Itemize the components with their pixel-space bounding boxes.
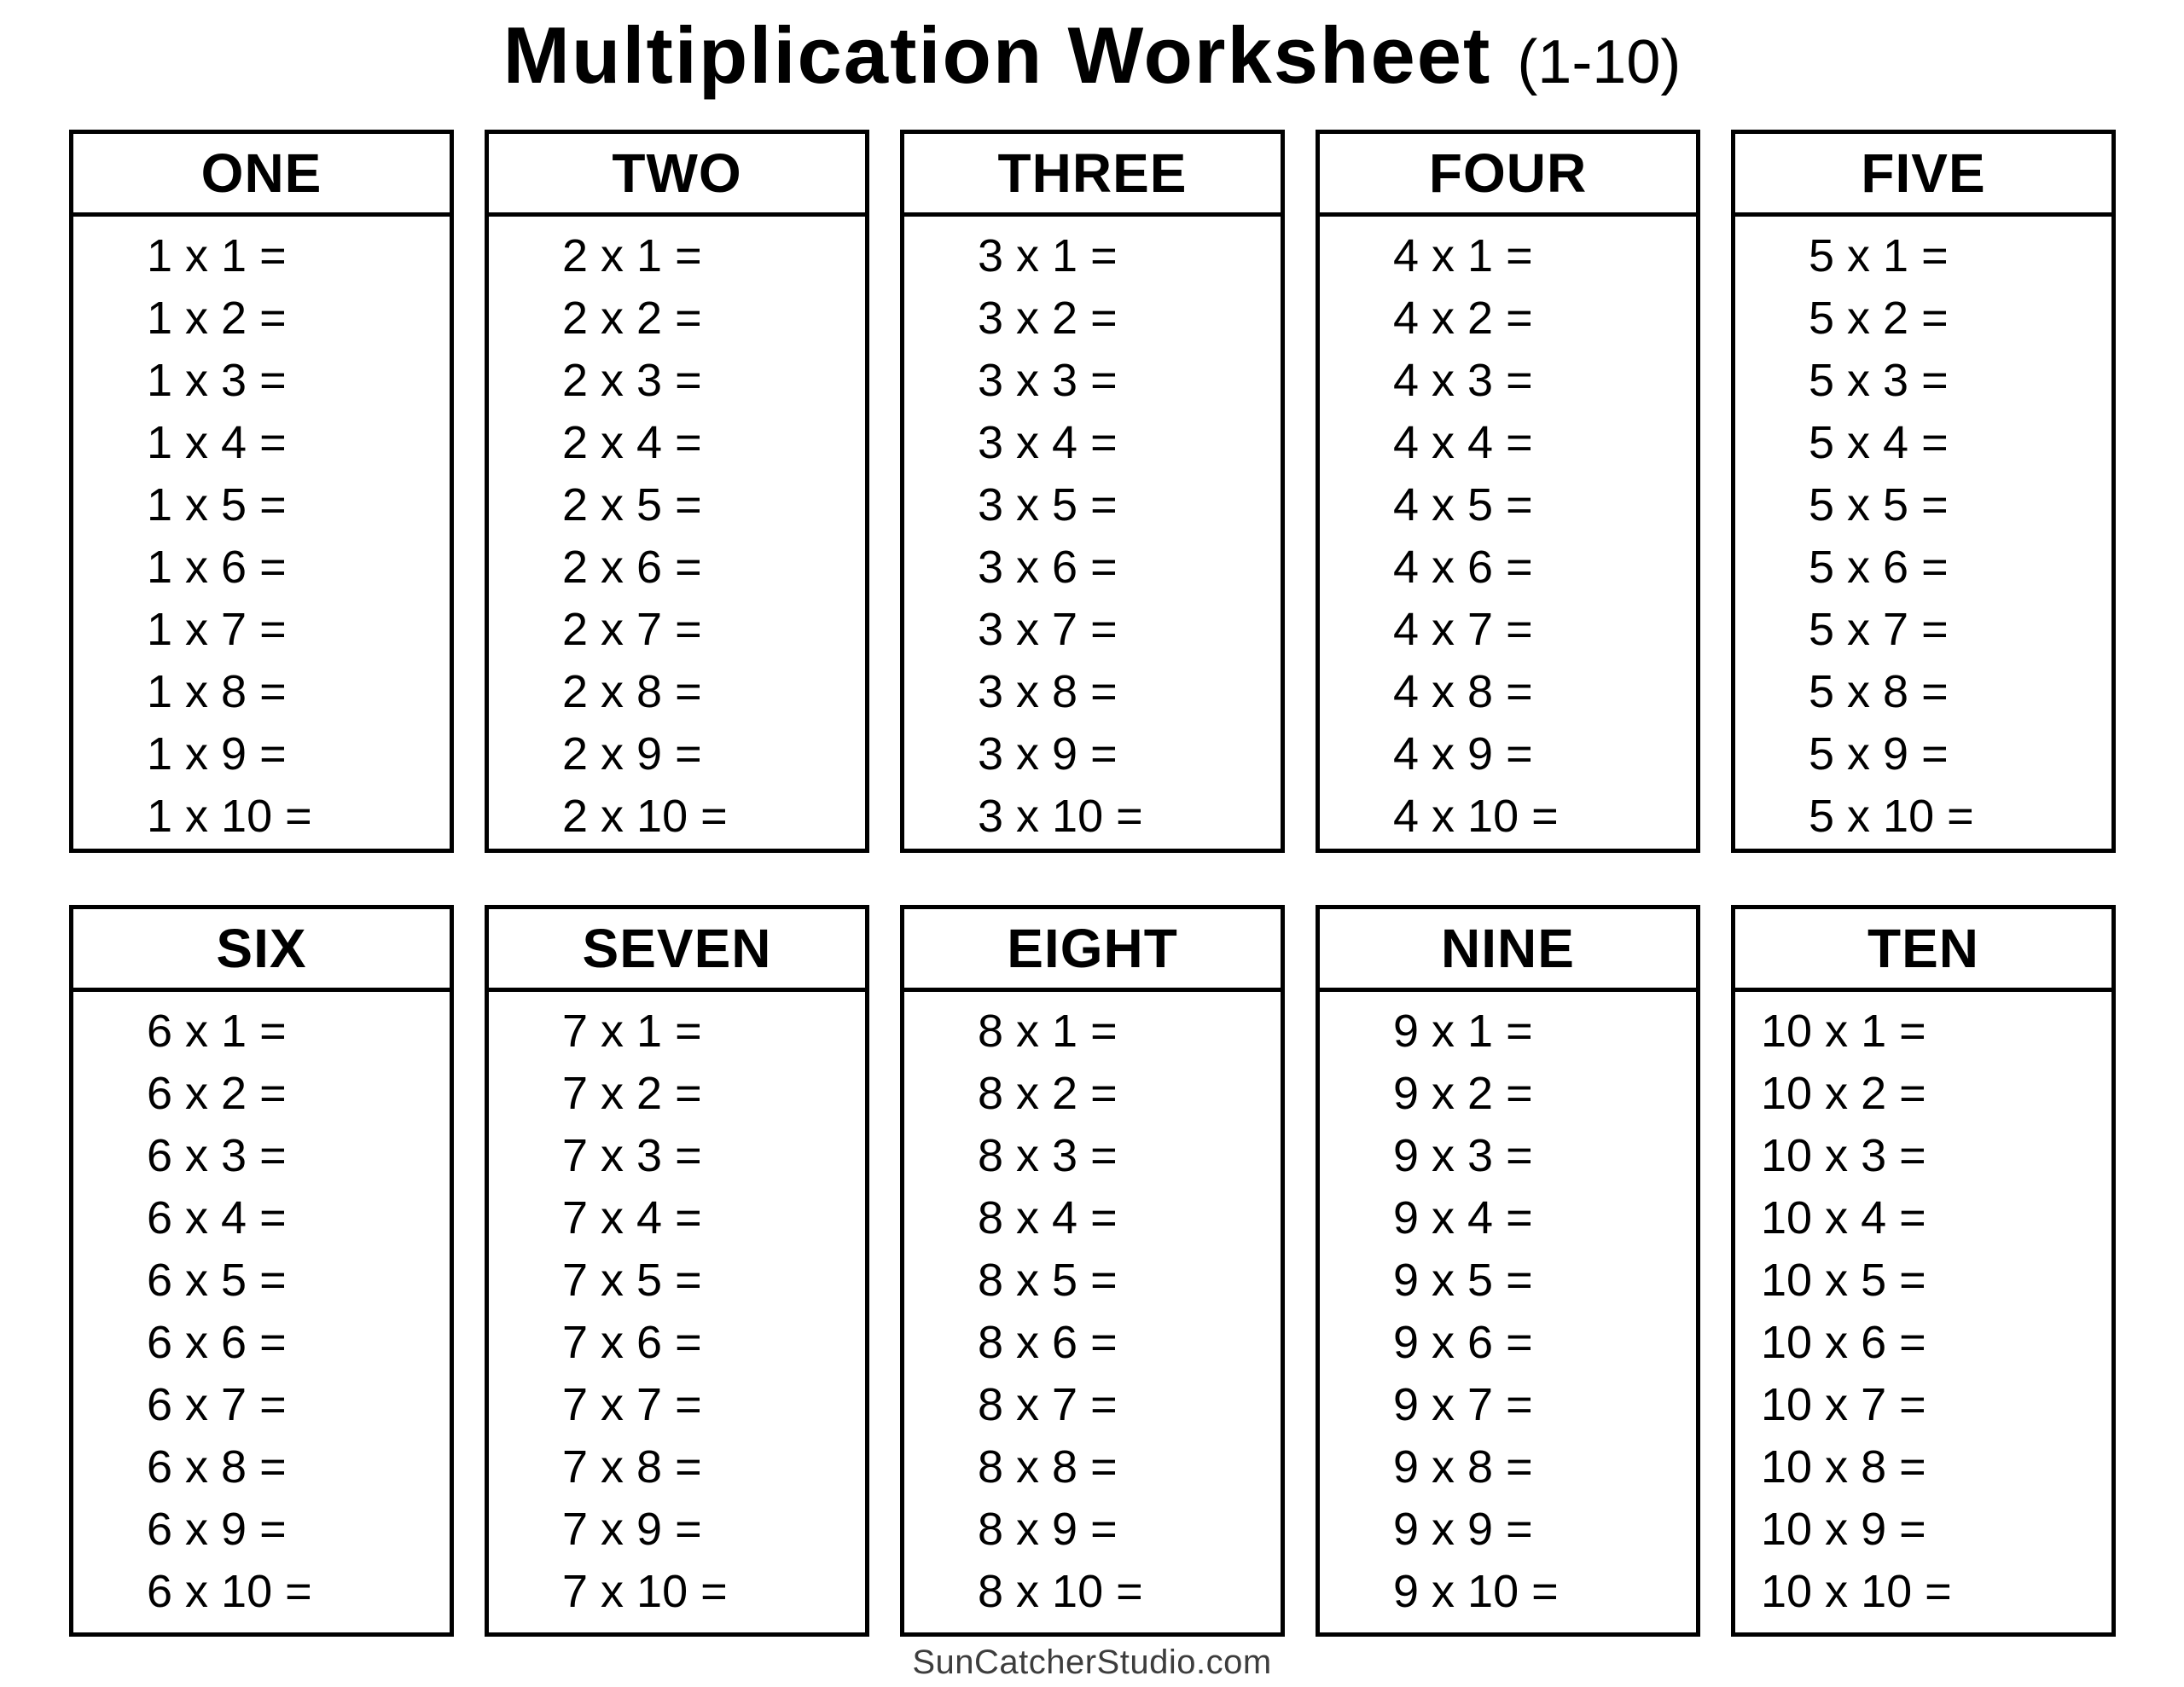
times-table-header: FOUR [1320, 134, 1696, 217]
problem-line: 9 x 4 = [1393, 1192, 1533, 1244]
footer [0, 1644, 2184, 1682]
page-title [0, 9, 2184, 126]
problem-line: 1 x 7 = [147, 604, 287, 655]
problem-line: 7 x 1 = [562, 1006, 702, 1057]
problem-line: 2 x 9 = [562, 728, 702, 780]
problem-line: 1 x 5 = [147, 479, 287, 530]
problem-line: 2 x 8 = [562, 666, 702, 717]
times-table-problem-list [1320, 217, 1696, 848]
problem-line: 5 x 9 = [1809, 728, 1949, 780]
times-table-eight [900, 905, 1285, 1637]
problem-line: 6 x 2 = [147, 1068, 287, 1119]
problem-line: 8 x 6 = [978, 1317, 1118, 1368]
title-range-text: (1-10) [1517, 28, 1682, 96]
problem-line: 3 x 5 = [978, 479, 1118, 530]
problem-line: 8 x 3 = [978, 1130, 1118, 1181]
problem-line: 7 x 9 = [562, 1504, 702, 1555]
problem-line: 6 x 5 = [147, 1255, 287, 1306]
times-table-two [485, 130, 869, 853]
problem-line: 7 x 4 = [562, 1192, 702, 1244]
problem-line: 4 x 3 = [1393, 355, 1533, 406]
problem-line: 1 x 9 = [147, 728, 287, 780]
problem-line: 9 x 1 = [1393, 1006, 1533, 1057]
problem-line: 4 x 2 = [1393, 293, 1533, 344]
problem-line: 2 x 7 = [562, 604, 702, 655]
times-table-five [1731, 130, 2116, 853]
times-table-header: NINE [1320, 909, 1696, 992]
problem-line: 6 x 4 = [147, 1192, 287, 1244]
problem-line: 3 x 10 = [978, 791, 1143, 842]
problem-line: 7 x 6 = [562, 1317, 702, 1368]
problem-line: 10 x 6 = [1761, 1317, 1926, 1368]
problem-line: 5 x 3 = [1809, 355, 1949, 406]
times-table-problem-list [1735, 992, 2111, 1623]
times-table-nine [1316, 905, 1700, 1637]
problem-line: 2 x 6 = [562, 542, 702, 593]
problem-line: 7 x 5 = [562, 1255, 702, 1306]
times-table-problem-list [489, 992, 865, 1623]
problem-line: 7 x 2 = [562, 1068, 702, 1119]
problem-line: 4 x 7 = [1393, 604, 1533, 655]
problem-line: 8 x 10 = [978, 1566, 1143, 1617]
problem-line: 4 x 1 = [1393, 230, 1533, 281]
problem-line: 8 x 4 = [978, 1192, 1118, 1244]
problem-line: 8 x 7 = [978, 1379, 1118, 1430]
times-table-problem-list [1735, 217, 2111, 848]
problem-line: 4 x 9 = [1393, 728, 1533, 780]
tables-grid [69, 130, 2116, 1637]
problem-line: 2 x 5 = [562, 479, 702, 530]
problem-line: 2 x 2 = [562, 293, 702, 344]
problem-line: 6 x 9 = [147, 1504, 287, 1555]
problem-line: 6 x 7 = [147, 1379, 287, 1430]
problem-line: 7 x 7 = [562, 1379, 702, 1430]
footer-site-text: SunCatcherStudio.com [912, 1644, 1272, 1681]
times-table-problem-list [1320, 992, 1696, 1623]
times-table-three [900, 130, 1285, 853]
problem-line: 1 x 10 = [147, 791, 312, 842]
times-table-header: TEN [1735, 909, 2111, 992]
problem-line: 10 x 2 = [1761, 1068, 1926, 1119]
problem-line: 2 x 4 = [562, 417, 702, 468]
problem-line: 4 x 8 = [1393, 666, 1533, 717]
times-table-header: FIVE [1735, 134, 2111, 217]
times-table-header: SIX [73, 909, 450, 992]
title-main-text: Multiplication Worksheet [502, 10, 1492, 100]
problem-line: 5 x 10 = [1809, 791, 1974, 842]
problem-line: 4 x 4 = [1393, 417, 1533, 468]
problem-line: 8 x 8 = [978, 1441, 1118, 1493]
problem-line: 7 x 8 = [562, 1441, 702, 1493]
problem-line: 9 x 10 = [1393, 1566, 1559, 1617]
times-table-problem-list [904, 992, 1281, 1623]
problem-line: 1 x 1 = [147, 230, 287, 281]
times-table-seven [485, 905, 869, 1637]
problem-line: 3 x 4 = [978, 417, 1118, 468]
problem-line: 3 x 1 = [978, 230, 1118, 281]
problem-line: 9 x 5 = [1393, 1255, 1533, 1306]
times-table-problem-list [73, 217, 450, 848]
problem-line: 1 x 8 = [147, 666, 287, 717]
problem-line: 8 x 9 = [978, 1504, 1118, 1555]
problem-line: 5 x 5 = [1809, 479, 1949, 530]
problem-line: 8 x 5 = [978, 1255, 1118, 1306]
problem-line: 9 x 2 = [1393, 1068, 1533, 1119]
problem-line: 9 x 9 = [1393, 1504, 1533, 1555]
problem-line: 3 x 3 = [978, 355, 1118, 406]
problem-line: 10 x 10 = [1761, 1566, 1952, 1617]
problem-line: 9 x 3 = [1393, 1130, 1533, 1181]
times-table-six [69, 905, 454, 1637]
times-table-header: EIGHT [904, 909, 1281, 992]
problem-line: 2 x 10 = [562, 791, 728, 842]
problem-line: 5 x 2 = [1809, 293, 1949, 344]
problem-line: 10 x 4 = [1761, 1192, 1926, 1244]
problem-line: 8 x 1 = [978, 1006, 1118, 1057]
problem-line: 6 x 8 = [147, 1441, 287, 1493]
times-table-problem-list [904, 217, 1281, 848]
problem-line: 9 x 7 = [1393, 1379, 1533, 1430]
problem-line: 7 x 10 = [562, 1566, 728, 1617]
times-table-ten [1731, 905, 2116, 1637]
problem-line: 1 x 6 = [147, 542, 287, 593]
problem-line: 1 x 3 = [147, 355, 287, 406]
problem-line: 5 x 6 = [1809, 542, 1949, 593]
problem-line: 6 x 1 = [147, 1006, 287, 1057]
problem-line: 2 x 3 = [562, 355, 702, 406]
problem-line: 3 x 9 = [978, 728, 1118, 780]
problem-line: 5 x 4 = [1809, 417, 1949, 468]
problem-line: 6 x 6 = [147, 1317, 287, 1368]
problem-line: 10 x 9 = [1761, 1504, 1926, 1555]
problem-line: 3 x 2 = [978, 293, 1118, 344]
problem-line: 1 x 4 = [147, 417, 287, 468]
times-table-header: ONE [73, 134, 450, 217]
problem-line: 5 x 8 = [1809, 666, 1949, 717]
problem-line: 3 x 6 = [978, 542, 1118, 593]
times-table-header: THREE [904, 134, 1281, 217]
problem-line: 4 x 5 = [1393, 479, 1533, 530]
problem-line: 6 x 3 = [147, 1130, 287, 1181]
problem-line: 5 x 1 = [1809, 230, 1949, 281]
problem-line: 7 x 3 = [562, 1130, 702, 1181]
problem-line: 4 x 10 = [1393, 791, 1559, 842]
times-table-problem-list [489, 217, 865, 848]
times-table-header: SEVEN [489, 909, 865, 992]
problem-line: 2 x 1 = [562, 230, 702, 281]
problem-line: 1 x 2 = [147, 293, 287, 344]
problem-line: 3 x 8 = [978, 666, 1118, 717]
times-table-header: TWO [489, 134, 865, 217]
times-table-one [69, 130, 454, 853]
times-table-problem-list [73, 992, 450, 1623]
problem-line: 10 x 8 = [1761, 1441, 1926, 1493]
problem-line: 10 x 1 = [1761, 1006, 1926, 1057]
problem-line: 10 x 3 = [1761, 1130, 1926, 1181]
problem-line: 10 x 7 = [1761, 1379, 1926, 1430]
problem-line: 9 x 6 = [1393, 1317, 1533, 1368]
problem-line: 4 x 6 = [1393, 542, 1533, 593]
times-table-four [1316, 130, 1700, 853]
problem-line: 3 x 7 = [978, 604, 1118, 655]
problem-line: 5 x 7 = [1809, 604, 1949, 655]
problem-line: 6 x 10 = [147, 1566, 312, 1617]
problem-line: 10 x 5 = [1761, 1255, 1926, 1306]
problem-line: 9 x 8 = [1393, 1441, 1533, 1493]
problem-line: 8 x 2 = [978, 1068, 1118, 1119]
